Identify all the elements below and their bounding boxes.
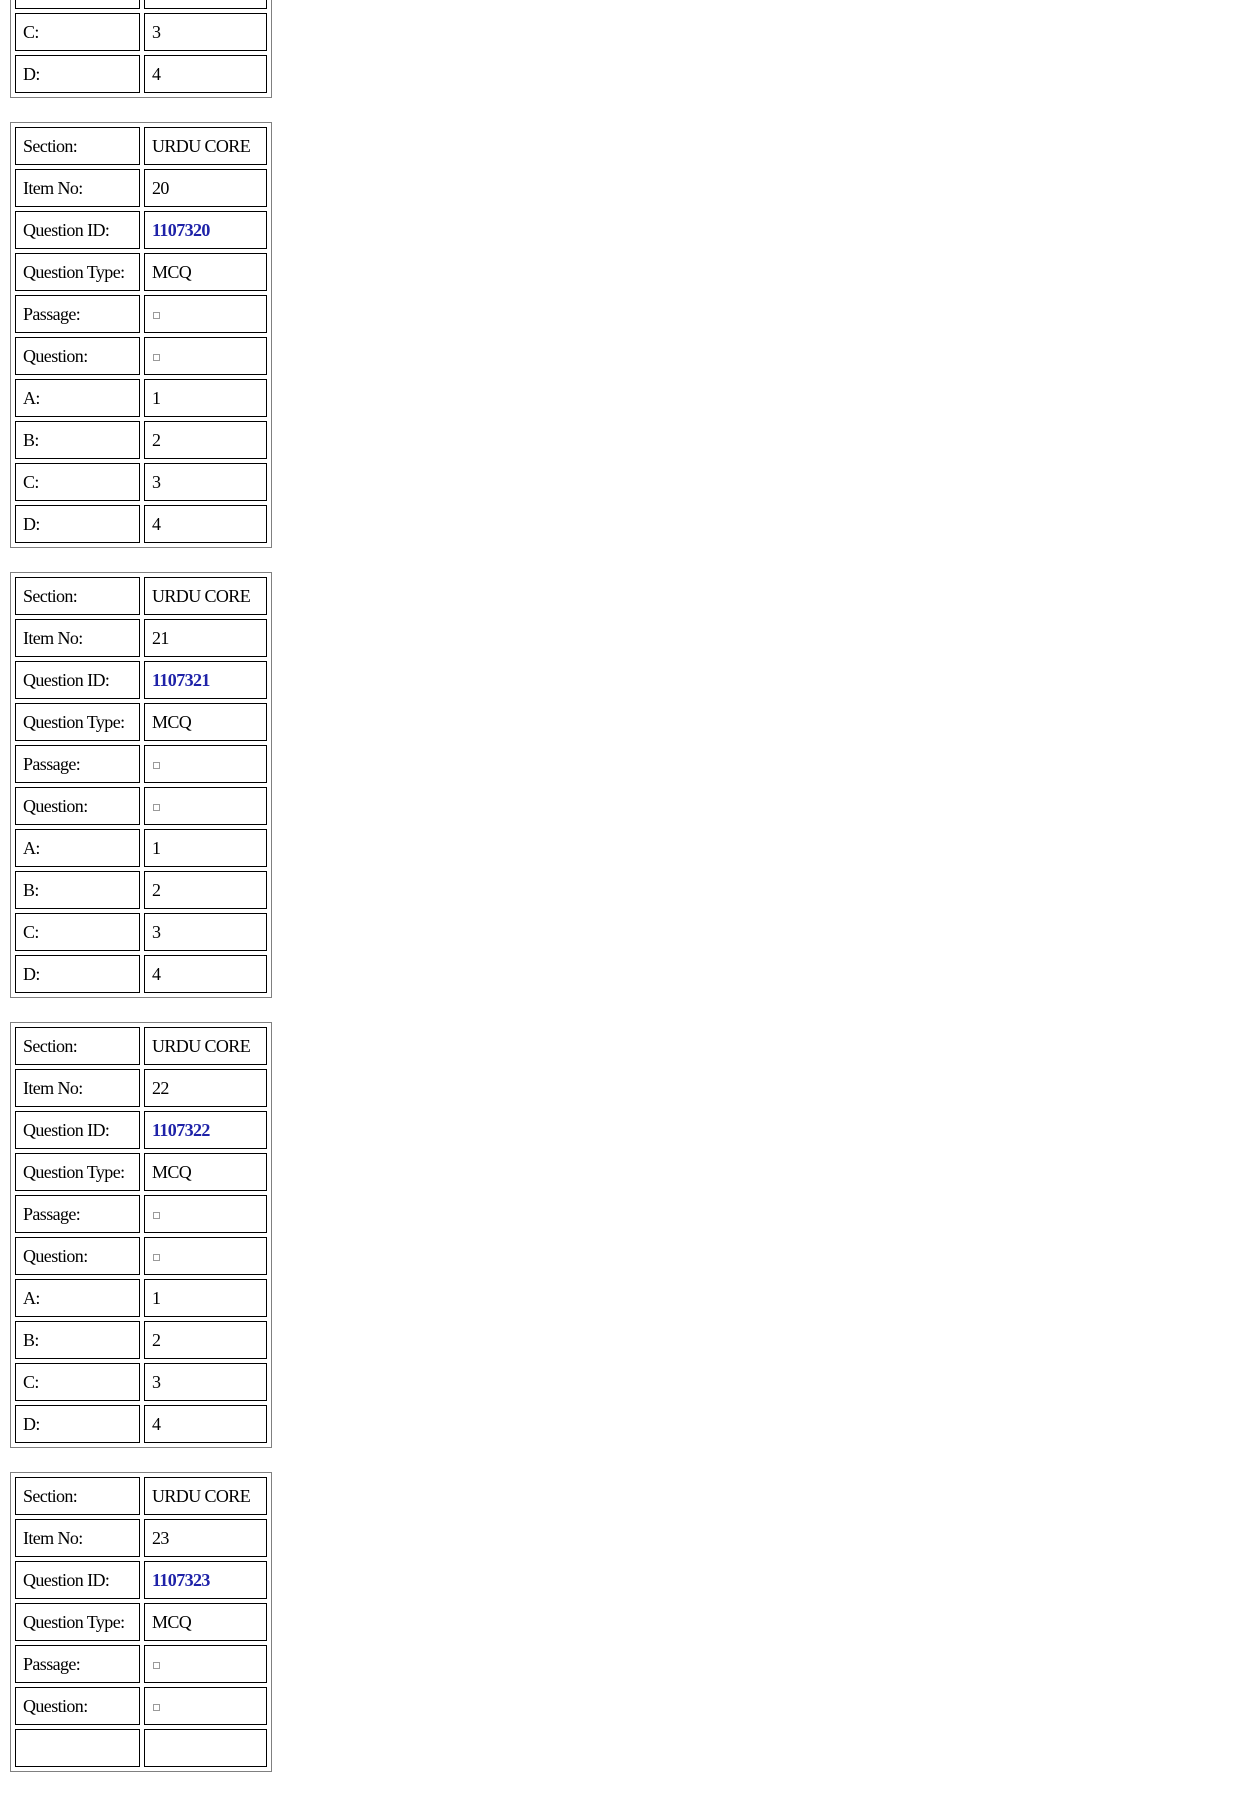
row-section <box>15 127 267 165</box>
label-question-id: Question ID: <box>15 211 140 249</box>
question-id-value: 1107322 <box>152 1120 210 1140</box>
label-item-no: Item No: <box>15 1519 140 1557</box>
row-question-type <box>15 1153 267 1191</box>
label-option-b: B: <box>15 871 140 909</box>
row-question-type <box>15 703 267 741</box>
label-question: Question: <box>15 787 140 825</box>
value-section: URDU CORE <box>144 127 267 165</box>
row-item-no <box>15 1519 267 1557</box>
row-option-d <box>15 1405 267 1443</box>
row-question-type <box>15 253 267 291</box>
value-question <box>144 1237 267 1275</box>
row-option-c <box>15 463 267 501</box>
label-option-c: C: <box>15 913 140 951</box>
question-record-table <box>10 1022 272 1448</box>
value-question-type: MCQ <box>144 1603 267 1641</box>
question-record-table <box>10 572 272 998</box>
value-option-a: 1 <box>144 379 267 417</box>
placeholder-square-icon <box>153 1254 160 1261</box>
placeholder-square-icon <box>153 1212 160 1219</box>
row-option-d <box>15 955 267 993</box>
value-option-c: 3 <box>144 463 267 501</box>
label-question-type: Question Type: <box>15 1153 140 1191</box>
question-records <box>10 0 272 1796</box>
row-option-c <box>15 13 267 51</box>
label-option-a: A: <box>15 829 140 867</box>
label-option-d: D: <box>15 505 140 543</box>
row-option-b <box>15 871 267 909</box>
label-passage: Passage: <box>15 1645 140 1683</box>
value-item-no: 23 <box>144 1519 267 1557</box>
row-option-b <box>15 421 267 459</box>
row-passage <box>15 295 267 333</box>
label-question-type: Question Type: <box>15 1603 140 1641</box>
label-question-id: Question ID: <box>15 661 140 699</box>
label-option-d: D: <box>15 1405 140 1443</box>
value-item-no: 21 <box>144 619 267 657</box>
row-option-a <box>15 1279 267 1317</box>
value-passage <box>144 1645 267 1683</box>
value-question-id <box>144 661 267 699</box>
value-option-c: 3 <box>144 913 267 951</box>
label-section: Section: <box>15 1027 140 1065</box>
value-option-b: 2 <box>144 1321 267 1359</box>
label-option-c: C: <box>15 1363 140 1401</box>
value-option-a: 1 <box>144 1279 267 1317</box>
label-option-d: D: <box>15 55 140 93</box>
value-passage <box>144 745 267 783</box>
label-option-b <box>15 0 140 9</box>
value-section: URDU CORE <box>144 1027 267 1065</box>
row-question-type <box>15 1603 267 1641</box>
label-passage: Passage: <box>15 745 140 783</box>
value-option-d: 4 <box>144 505 267 543</box>
row-item-no <box>15 619 267 657</box>
row-question <box>15 1687 267 1725</box>
value-option-a <box>144 1729 267 1767</box>
value-section: URDU CORE <box>144 1477 267 1515</box>
placeholder-square-icon <box>153 804 160 811</box>
row-passage <box>15 1195 267 1233</box>
label-section: Section: <box>15 1477 140 1515</box>
row-option-a <box>15 829 267 867</box>
question-id-value: 1107321 <box>152 670 210 690</box>
label-item-no: Item No: <box>15 619 140 657</box>
label-item-no: Item No: <box>15 1069 140 1107</box>
row-section <box>15 1477 267 1515</box>
placeholder-square-icon <box>153 354 160 361</box>
value-option-d: 4 <box>144 955 267 993</box>
placeholder-square-icon <box>153 312 160 319</box>
label-option-a <box>15 1729 140 1767</box>
placeholder-square-icon <box>153 762 160 769</box>
placeholder-square-icon <box>153 1662 160 1669</box>
row-option-c <box>15 913 267 951</box>
row-item-no <box>15 169 267 207</box>
value-option-c: 3 <box>144 13 267 51</box>
value-option-b: 2 <box>144 871 267 909</box>
label-section: Section: <box>15 127 140 165</box>
label-question-type: Question Type: <box>15 253 140 291</box>
row-question-id <box>15 211 267 249</box>
label-option-a: A: <box>15 1279 140 1317</box>
question-id-value: 1107323 <box>152 1570 210 1590</box>
label-question-id: Question ID: <box>15 1111 140 1149</box>
row-option-c <box>15 1363 267 1401</box>
label-passage: Passage: <box>15 1195 140 1233</box>
value-question <box>144 1687 267 1725</box>
value-question-id <box>144 211 267 249</box>
value-option-b: 2 <box>144 421 267 459</box>
question-id-value: 1107320 <box>152 220 210 240</box>
row-item-no <box>15 1069 267 1107</box>
row-option-a <box>15 379 267 417</box>
value-item-no: 22 <box>144 1069 267 1107</box>
value-question-type: MCQ <box>144 703 267 741</box>
value-question-type: MCQ <box>144 1153 267 1191</box>
value-option-d: 4 <box>144 1405 267 1443</box>
label-section: Section: <box>15 577 140 615</box>
row-question <box>15 1237 267 1275</box>
label-option-c: C: <box>15 13 140 51</box>
row-question <box>15 337 267 375</box>
row-option-a <box>15 1729 267 1767</box>
value-question <box>144 787 267 825</box>
row-option-d <box>15 505 267 543</box>
row-section <box>15 577 267 615</box>
row-passage <box>15 1645 267 1683</box>
row-section <box>15 1027 267 1065</box>
question-record-table <box>10 1472 272 1772</box>
label-option-c: C: <box>15 463 140 501</box>
value-question-id <box>144 1111 267 1149</box>
value-passage <box>144 1195 267 1233</box>
label-option-d: D: <box>15 955 140 993</box>
row-option-d <box>15 55 267 93</box>
row-question-id <box>15 1561 267 1599</box>
label-option-b: B: <box>15 421 140 459</box>
label-question: Question: <box>15 1237 140 1275</box>
value-option-b <box>144 0 267 9</box>
label-question-type: Question Type: <box>15 703 140 741</box>
label-item-no: Item No: <box>15 169 140 207</box>
row-passage <box>15 745 267 783</box>
row-question-id <box>15 1111 267 1149</box>
label-option-a: A: <box>15 379 140 417</box>
label-question-id: Question ID: <box>15 1561 140 1599</box>
question-record-table <box>10 0 272 98</box>
row-option-b <box>15 0 267 9</box>
value-question-id <box>144 1561 267 1599</box>
value-question-type: MCQ <box>144 253 267 291</box>
label-question: Question: <box>15 1687 140 1725</box>
label-question: Question: <box>15 337 140 375</box>
row-question-id <box>15 661 267 699</box>
label-option-b: B: <box>15 1321 140 1359</box>
value-question <box>144 337 267 375</box>
value-section: URDU CORE <box>144 577 267 615</box>
value-option-c: 3 <box>144 1363 267 1401</box>
value-item-no: 20 <box>144 169 267 207</box>
row-option-b <box>15 1321 267 1359</box>
placeholder-square-icon <box>153 1704 160 1711</box>
value-option-a: 1 <box>144 829 267 867</box>
value-passage <box>144 295 267 333</box>
value-option-d: 4 <box>144 55 267 93</box>
question-record-table <box>10 122 272 548</box>
row-question <box>15 787 267 825</box>
label-passage: Passage: <box>15 295 140 333</box>
